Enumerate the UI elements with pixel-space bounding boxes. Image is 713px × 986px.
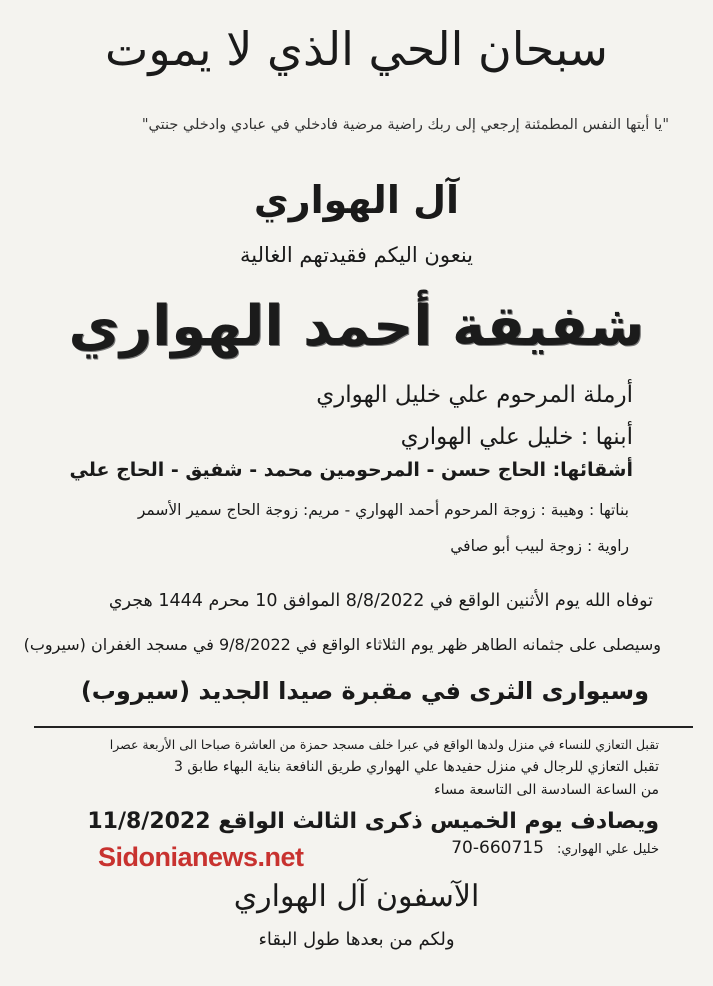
family-name: آل الهواري	[253, 178, 460, 222]
contact-phone: 70-660715	[451, 838, 544, 858]
daughters-line: بناتها : وهيبة : زوجة المرحوم أحمد الهواري - مريم: زوجة الحاج سمير الأسمر	[137, 501, 629, 519]
death-date-line: توفاه الله يوم الأثنين الواقع في 8/8/2022 الموافق 10 محرم 1444 هجري	[108, 591, 653, 611]
burial-line: وسيوارى الثرى في مقبرة صيدا الجديد (سيروب)	[80, 677, 649, 705]
calligraphy-header: سبحان الحي الذي لا يموت	[105, 22, 608, 76]
rawia-line: راوية : زوجة لبيب أبو صافي	[450, 537, 629, 555]
men-condolences-line: تقبل التعازي للرجال في منزل حفيدها علي الهواري طريق النافعة بناية البهاء طابق 3	[174, 759, 659, 775]
closing-phrase: ولكم من بعدها طول البقاء	[258, 929, 455, 950]
contact-line	[451, 838, 659, 858]
men-condolences-hours: من الساعة السادسة الى التاسعة مساء	[434, 782, 659, 798]
deceased-name: شفيقة أحمد الهواري	[68, 294, 645, 359]
section-divider	[34, 726, 693, 728]
women-condolences-line: تقبل التعازي للنساء في منزل ولدها الواقع في عبرا خلف مسجد حمزة من العاشرة صباحا الى الأربعة عصرا	[109, 737, 659, 752]
siblings-line: أشقائها: الحاج حسن - المرحومين محمد - شفيق - الحاج علي	[69, 459, 633, 481]
son-line: أبنها : خليل علي الهواري	[400, 424, 633, 450]
announcement-intro: ينعون اليكم فقيدتهم الغالية	[239, 243, 474, 267]
quran-verse: "يا أيتها النفس المطمئنة إرجعي إلى ربك راضية مرضية فادخلي في عبادي وادخلي جنتي"	[141, 117, 669, 133]
contact-label: خليل علي الهواري:	[557, 842, 659, 857]
funeral-prayer-line: وسيصلى على جثمانه الطاهر ظهر يوم الثلاثاء الواقع في 9/8/2022 في مسجد الغفران (سيروب)	[23, 635, 661, 654]
widow-of-line: أرملة المرحوم علي خليل الهواري	[316, 382, 633, 408]
mourners-signature: الآسفون آل الهواري	[233, 879, 480, 914]
third-day-anniversary-line: ويصادف يوم الخميس ذكرى الثالث الواقع 11/8/2022	[87, 809, 659, 834]
site-watermark: Sidonianews.net	[98, 842, 304, 872]
